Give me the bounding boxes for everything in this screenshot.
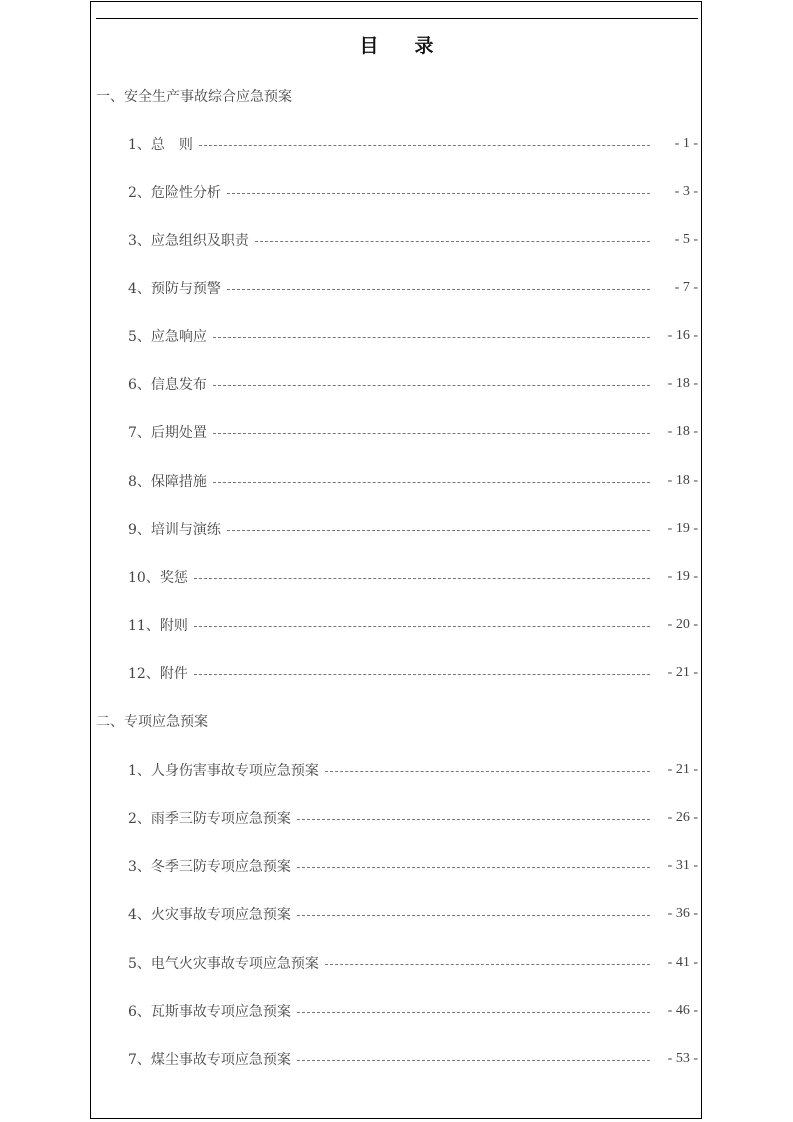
dot-leader (297, 867, 650, 868)
toc-entry-page: - 46 - (667, 1003, 698, 1018)
toc-entry-label: 7、煤尘事故专项应急预案 (128, 1052, 291, 1068)
toc-entry-label: 3、冬季三防专项应急预案 (128, 859, 291, 875)
dot-leader (325, 771, 650, 772)
toc-entry[interactable] (128, 1001, 698, 1021)
toc-entry[interactable] (128, 519, 698, 539)
dot-leader (194, 674, 650, 675)
toc-entry-page: - 19 - (667, 521, 698, 536)
toc-entry-label: 1、总 则 (128, 137, 193, 153)
dot-leader (227, 289, 650, 290)
dot-leader (255, 241, 650, 242)
toc-entry-page: - 31 - (667, 858, 698, 873)
toc-entry-label: 10、奖惩 (128, 570, 188, 586)
toc-entry[interactable] (128, 134, 698, 154)
toc-entry[interactable] (128, 856, 698, 876)
dot-leader (213, 385, 650, 386)
toc-section-heading[interactable] (96, 86, 292, 106)
toc-entry-label: 4、火灾事故专项应急预案 (128, 907, 291, 923)
toc-entry-label: 8、保障措施 (128, 474, 207, 490)
toc-entry[interactable] (128, 567, 698, 587)
dot-leader (297, 819, 650, 820)
toc-section-heading[interactable] (96, 711, 208, 731)
toc-title (0, 31, 793, 58)
toc-entry-label: 6、信息发布 (128, 377, 207, 393)
toc-entry-label: 7、后期处置 (128, 425, 207, 441)
toc-title-char-2: 录 (414, 35, 434, 57)
dot-leader (297, 1060, 650, 1061)
toc-entry-label: 9、培训与演练 (128, 522, 221, 538)
toc-entry[interactable] (128, 374, 698, 394)
toc-entry-page: - 18 - (667, 424, 698, 439)
toc-entry-page: - 20 - (667, 617, 698, 632)
toc-entry-label: 5、电气火灾事故专项应急预案 (128, 956, 319, 972)
dot-leader (213, 433, 650, 434)
toc-entry[interactable] (128, 471, 698, 491)
toc-entry[interactable] (128, 1049, 698, 1069)
toc-entry-page: - 7 - (674, 280, 698, 295)
toc-entry-page: - 21 - (667, 665, 698, 680)
toc-entry-page: - 18 - (667, 473, 698, 488)
toc-entry-label: 2、危险性分析 (128, 185, 221, 201)
toc-entry[interactable] (128, 230, 698, 250)
toc-entry[interactable] (128, 326, 698, 346)
toc-entry-page: - 53 - (667, 1051, 698, 1066)
section-heading-label: 二、专项应急预案 (96, 714, 208, 730)
toc-entry-label: 6、瓦斯事故专项应急预案 (128, 1004, 291, 1020)
dot-leader (194, 626, 650, 627)
toc-entry-label: 5、应急响应 (128, 329, 207, 345)
toc-entry-label: 4、预防与预警 (128, 281, 221, 297)
dot-leader (297, 1012, 650, 1013)
toc-entry[interactable] (128, 953, 698, 973)
toc-entry-label: 12、附件 (128, 666, 188, 682)
toc-entry-page: - 5 - (674, 232, 698, 247)
dot-leader (213, 337, 650, 338)
toc-entry-page: - 41 - (667, 955, 698, 970)
toc-entry-label: 11、附则 (128, 618, 188, 634)
toc-entry-page: - 16 - (667, 328, 698, 343)
section-heading-label: 一、安全生产事故综合应急预案 (96, 89, 292, 105)
dot-leader (297, 915, 650, 916)
toc-entry-page: - 19 - (667, 569, 698, 584)
toc-entry[interactable] (128, 182, 698, 202)
toc-entry-page: - 21 - (667, 762, 698, 777)
toc-entry[interactable] (128, 278, 698, 298)
toc-entry[interactable] (128, 615, 698, 635)
page-frame (90, 1, 702, 1119)
toc-entry-page: - 36 - (667, 906, 698, 921)
dot-leader (199, 145, 650, 146)
dot-leader (194, 578, 650, 579)
toc-entry[interactable] (128, 663, 698, 683)
toc-entry[interactable] (128, 904, 698, 924)
toc-entry[interactable] (128, 760, 698, 780)
toc-entry-page: - 18 - (667, 376, 698, 391)
toc-entry-label: 3、应急组织及职责 (128, 233, 249, 249)
toc-entry-page: - 26 - (667, 810, 698, 825)
toc-entry-label: 2、雨季三防专项应急预案 (128, 811, 291, 827)
header-rule (96, 18, 698, 19)
dot-leader (227, 530, 650, 531)
dot-leader (213, 482, 650, 483)
dot-leader (325, 964, 650, 965)
toc-title-char-1: 目 (359, 35, 379, 57)
dot-leader (227, 193, 650, 194)
toc-entry-page: - 1 - (674, 136, 698, 151)
toc-entry-label: 1、人身伤害事故专项应急预案 (128, 763, 319, 779)
toc-entry-page: - 3 - (674, 184, 698, 199)
toc-entry[interactable] (128, 422, 698, 442)
toc-entry[interactable] (128, 808, 698, 828)
